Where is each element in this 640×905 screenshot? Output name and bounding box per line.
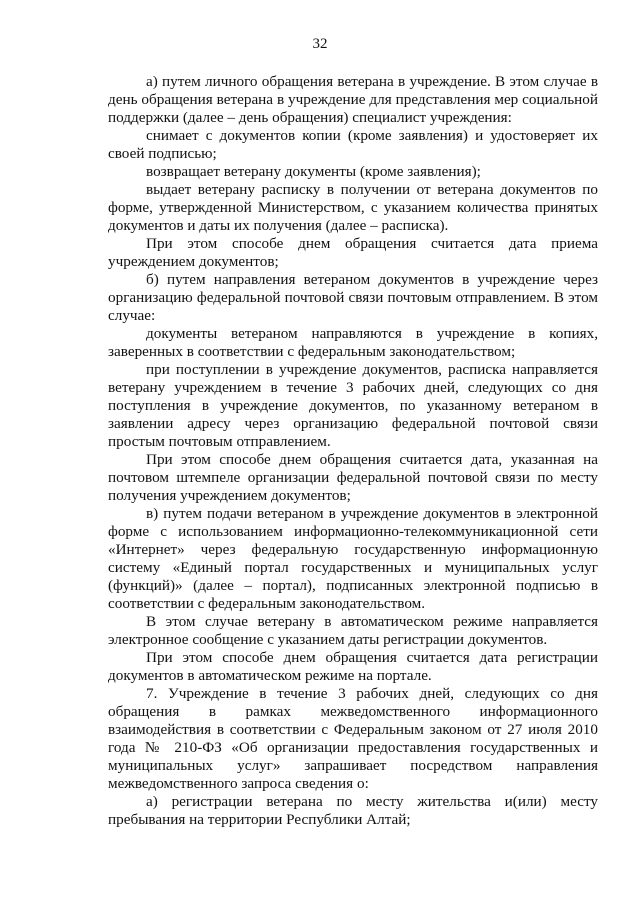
paragraph: При этом способе днем обращения считается дата приема учреждением документов; [108, 235, 598, 270]
paragraph: При этом способе днем обращения считается дата, указанная на почтовом штемпеле организации федеральной почтовой связи по месту получения учреждением документов; [108, 451, 598, 504]
paragraph: б) путем направления ветераном документов в учреждение через организацию федеральной почтовой связи почтовым отправлением. В этом случае: [108, 271, 598, 324]
paragraph: снимает с документов копии (кроме заявления) и удостоверяет их своей подписью; [108, 127, 598, 162]
paragraph: В этом случае ветерану в автоматическом режиме направляется электронное сообщение с указанием даты регистрации документов. [108, 613, 598, 648]
paragraph: выдает ветерану расписку в получении от ветерана документов по форме, утвержденной Министерством, с указанием количества принятых документов и даты их получения (далее – расписка). [108, 181, 598, 234]
paragraph: в) путем подачи ветераном в учреждение документов в электронной форме с использованием информационно-телекоммуникационной сети «Интернет» через федеральную государственную информационную систему «Единый портал государственных и муниципальных услуг (функций)» (далее – портал), подписанных электронной подписью в соответствии с федеральным законодательством. [108, 505, 598, 612]
paragraph: а) путем личного обращения ветерана в учреждение. В этом случае в день обращения ветерана в учреждение для представления мер социальной поддержки (далее – день обращения) специалист учреждения: [108, 73, 598, 126]
paragraph: а) регистрации ветерана по месту жительства и(или) месту пребывания на территории Республики Алтай; [108, 793, 598, 828]
page-number: 32 [312, 36, 328, 52]
paragraph: возвращает ветерану документы (кроме заявления); [146, 163, 481, 180]
paragraph: При этом способе днем обращения считается дата регистрации документов в автоматическом режиме на портале. [108, 649, 598, 684]
paragraph: при поступлении в учреждение документов, расписка направляется ветерану учреждением в течение 3 рабочих дней, следующих со дня поступления в учреждение документов, по указанному ветераном в заявлении адресу через организацию федеральной почтовой связи простым почтовым отправлением. [108, 361, 598, 450]
paragraph: документы ветераном направляются в учреждение в копиях, заверенных в соответствии с федеральным законодательством; [108, 325, 598, 360]
document-body [108, 73, 598, 829]
paragraph: 7. Учреждение в течение 3 рабочих дней, следующих со дня обращения в рамках межведомственного информационного взаимодействия в соответствии с Федеральным законом от 27 июля 2010 года № 210-ФЗ «Об организации предоставления государственных и муниципальных услуг» запрашивает посредством направления межведомственного запроса сведения о: [108, 685, 598, 792]
